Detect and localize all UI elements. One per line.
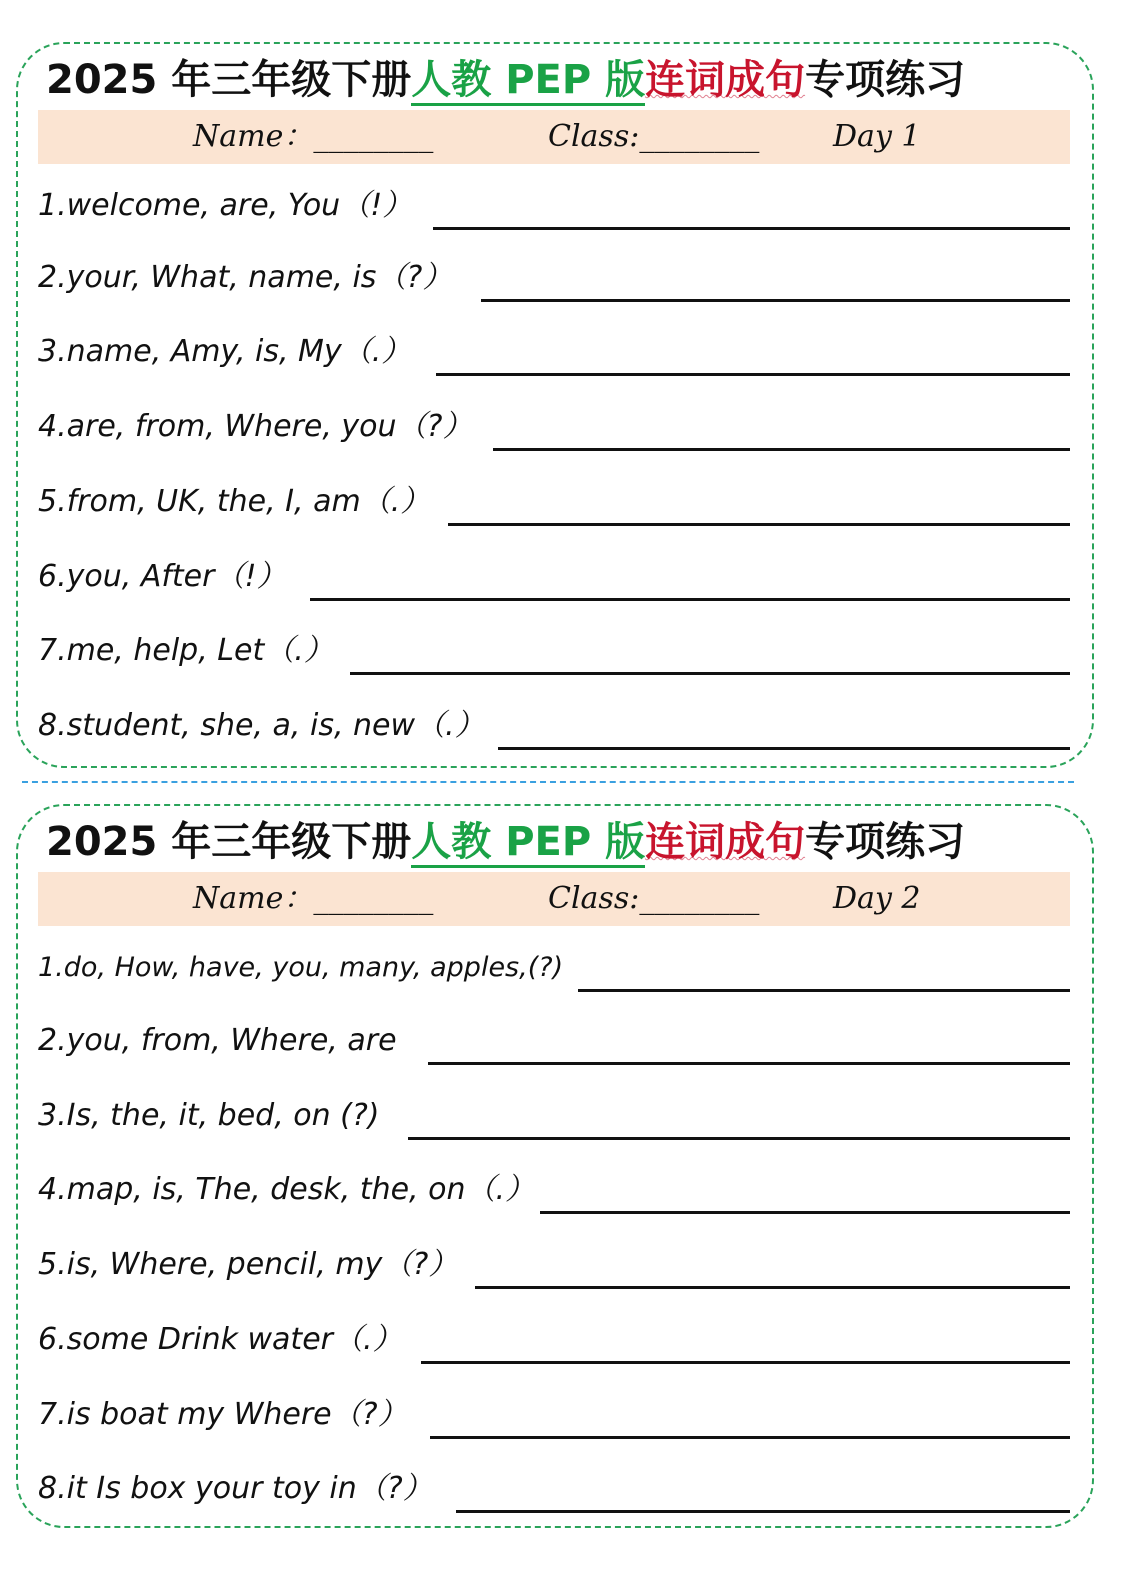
question-text: 2.you, from, Where, are (38, 1023, 397, 1058)
question-item (38, 256, 1070, 302)
question-text: 1.do, How, have, you, many, apples,(?) (38, 952, 564, 983)
question-text: 3.Is, the, it, bed, on (?) (38, 1098, 380, 1133)
worksheet-day-1 (16, 42, 1094, 768)
name-class-bar (38, 872, 1070, 926)
worksheet-day-2 (16, 804, 1094, 1528)
question-item (38, 629, 1070, 675)
question-item (38, 555, 1070, 601)
question-item (38, 1168, 1070, 1214)
name-class-bar (38, 110, 1070, 164)
day-label: Day 2 (833, 881, 921, 916)
answer-line[interactable] (436, 373, 1070, 376)
question-text: 4.are, from, Where, you（?） (38, 409, 473, 444)
answer-line[interactable] (408, 1137, 1070, 1140)
answer-line[interactable] (428, 1062, 1070, 1065)
title-edition: 人教 PEP 版 (411, 57, 645, 106)
answer-line[interactable] (481, 299, 1070, 302)
question-text: 7.is boat my Where（?） (38, 1397, 408, 1432)
answer-line[interactable] (310, 598, 1070, 601)
worksheet-title (46, 814, 1072, 870)
question-item (38, 1243, 1070, 1289)
answer-line[interactable] (421, 1361, 1070, 1364)
title-topic: 连词成句 (645, 57, 806, 103)
question-item (38, 1393, 1070, 1439)
question-text: 2.your, What, name, is（?） (38, 260, 453, 295)
title-edition: 人教 PEP 版 (411, 819, 645, 868)
question-text: 3.name, Amy, is, My（.） (38, 334, 412, 369)
question-text: 8.student, she, a, is, new（.） (38, 708, 485, 743)
question-item (38, 1094, 1070, 1140)
title-suffix: 专项练习 (805, 819, 966, 865)
question-text: 5.is, Where, pencil, my（?） (38, 1247, 459, 1282)
question-item (38, 405, 1070, 451)
class-field[interactable]: Class:________ (548, 881, 760, 916)
question-item (38, 480, 1070, 526)
question-text: 6.you, After（!） (38, 559, 287, 594)
worksheet-title (46, 52, 1072, 108)
title-topic: 连词成句 (645, 819, 806, 865)
question-text: 6.some Drink water（.） (38, 1322, 403, 1357)
answer-line[interactable] (350, 672, 1070, 675)
answer-line[interactable] (540, 1211, 1070, 1214)
title-suffix: 专项练习 (805, 57, 966, 103)
question-item (38, 184, 1070, 230)
answer-line[interactable] (475, 1286, 1070, 1289)
cut-line-divider (22, 781, 1074, 783)
answer-line[interactable] (430, 1436, 1070, 1439)
title-prefix: 2025 年三年级下册 (46, 819, 412, 865)
question-text: 1.welcome, are, You（!） (38, 188, 413, 223)
question-item (38, 1467, 1070, 1513)
question-text: 5.from, UK, the, I, am（.） (38, 484, 431, 519)
answer-line[interactable] (578, 989, 1070, 992)
answer-line[interactable] (493, 448, 1070, 451)
answer-line[interactable] (433, 227, 1070, 230)
question-text: 8.it Is box your toy in（?） (38, 1471, 433, 1506)
name-field[interactable]: Name：________ (193, 881, 434, 916)
answer-line[interactable] (456, 1510, 1070, 1513)
question-item (38, 946, 1070, 992)
day-label: Day 1 (833, 119, 921, 154)
question-item (38, 1318, 1070, 1364)
answer-line[interactable] (448, 523, 1070, 526)
name-field[interactable]: Name：________ (193, 119, 434, 154)
question-item (38, 330, 1070, 376)
question-text: 4.map, is, The, desk, the, on（.） (38, 1172, 536, 1207)
question-item (38, 704, 1070, 750)
question-text: 7.me, help, Let（.） (38, 633, 334, 668)
question-item (38, 1019, 1070, 1065)
class-field[interactable]: Class:________ (548, 119, 760, 154)
answer-line[interactable] (498, 747, 1070, 750)
title-prefix: 2025 年三年级下册 (46, 57, 412, 103)
